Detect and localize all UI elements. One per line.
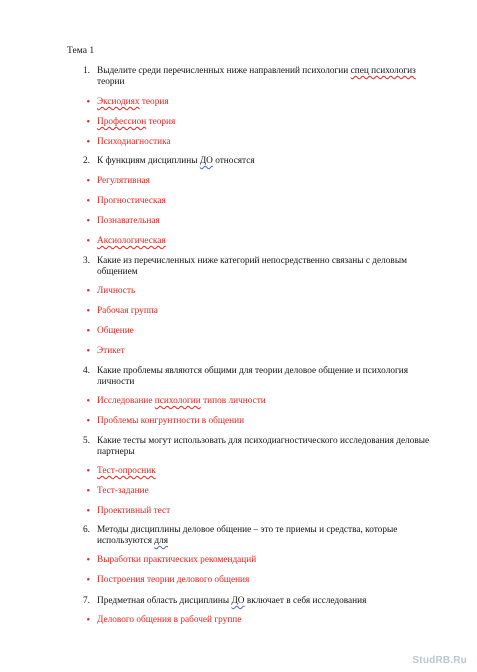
question-text: Какие тесты могут использовать для психодиагностического исследования деловые партнеры — [97, 436, 430, 457]
answer-text: Построения теории делового общения — [97, 575, 250, 585]
answer-text: Аксиологическая — [97, 236, 166, 246]
question-text: Методы дисциплины деловое общение – это те приемы и средства, которые используются для — [97, 525, 398, 546]
bullet-icon: • — [86, 346, 90, 357]
bullet-icon: • — [86, 466, 90, 477]
answer-text: Тест-опросник — [97, 466, 156, 476]
question-number: 6. — [83, 525, 90, 535]
answer-text: Рабочая группа — [97, 306, 158, 316]
bullet-icon: • — [86, 416, 90, 427]
grammar-flagged-word: ДО — [199, 156, 213, 166]
answer-text: Эксиодиях теория — [97, 97, 169, 107]
answer-text: Этикет — [97, 346, 125, 356]
bullet-icon: • — [86, 117, 90, 128]
answer-text: Психодиагностика — [97, 137, 171, 147]
bullet-icon: • — [86, 506, 90, 517]
answer-text: Регулятивная — [97, 176, 150, 186]
bullet-icon: • — [86, 286, 90, 297]
question-number: 5. — [83, 436, 90, 446]
answer-text: Исследование психологии типов личности — [97, 396, 266, 406]
bullet-icon: • — [86, 176, 90, 187]
answer-text: Прогностическая — [97, 196, 166, 206]
answer-text: Тест-задание — [97, 486, 149, 496]
question-number: 7. — [83, 596, 90, 606]
answer-text: Проблемы конгрунтности в общении — [97, 416, 245, 426]
question-number: 3. — [83, 256, 90, 266]
bullet-icon: • — [86, 196, 90, 207]
bullet-icon: • — [86, 615, 90, 626]
answer-text: Общение — [97, 326, 134, 336]
question-text: Выделите среди перечисленных ниже направлений психологии спец психологиз теории — [97, 66, 416, 87]
grammar-flagged-word: для — [154, 536, 168, 546]
question-number: 4. — [83, 366, 90, 376]
question-number: 2. — [83, 156, 90, 166]
misspelled-word: Эксиодиях — [97, 97, 140, 107]
bullet-icon: • — [86, 575, 90, 586]
question-text: К функциям дисциплины ДО относятся — [97, 156, 255, 166]
bullet-icon: • — [86, 306, 90, 317]
answer-text: Личность — [97, 286, 136, 296]
answer-text: Познавательная — [97, 216, 160, 226]
question-text: Предметная область дисциплины ДО включает в себя исследования — [97, 596, 367, 606]
answer-text: Проективный тест — [97, 506, 171, 516]
question-text: Какие из перечисленных ниже категорий непосредственно связаны с деловым общением — [97, 256, 407, 277]
bullet-icon: • — [86, 396, 90, 407]
answer-text: Делового общения в рабочей группе — [97, 615, 242, 625]
topic-title: Тема 1 — [67, 45, 95, 56]
bullet-icon: • — [86, 216, 90, 227]
misspelled-word: Профессион — [97, 117, 147, 127]
answer-text: Профессион теория — [97, 117, 176, 127]
misspelled-word: спец психологиз — [350, 66, 416, 76]
misspelled-word: психологии — [154, 396, 201, 406]
watermark-logo: StudRB.Ru — [412, 655, 467, 666]
bullet-icon: • — [86, 486, 90, 497]
bullet-icon: • — [86, 555, 90, 566]
question-text: Какие проблемы являются общими для теории деловое общение и психология личности — [97, 366, 409, 387]
bullet-icon: • — [86, 97, 90, 108]
bullet-icon: • — [86, 137, 90, 148]
bullet-icon: • — [86, 326, 90, 337]
question-number: 1. — [83, 66, 90, 76]
bullet-icon: • — [86, 236, 90, 247]
grammar-flagged-word: ДО — [231, 596, 245, 606]
answer-text: Выработки практических рекомендаций — [97, 555, 257, 565]
